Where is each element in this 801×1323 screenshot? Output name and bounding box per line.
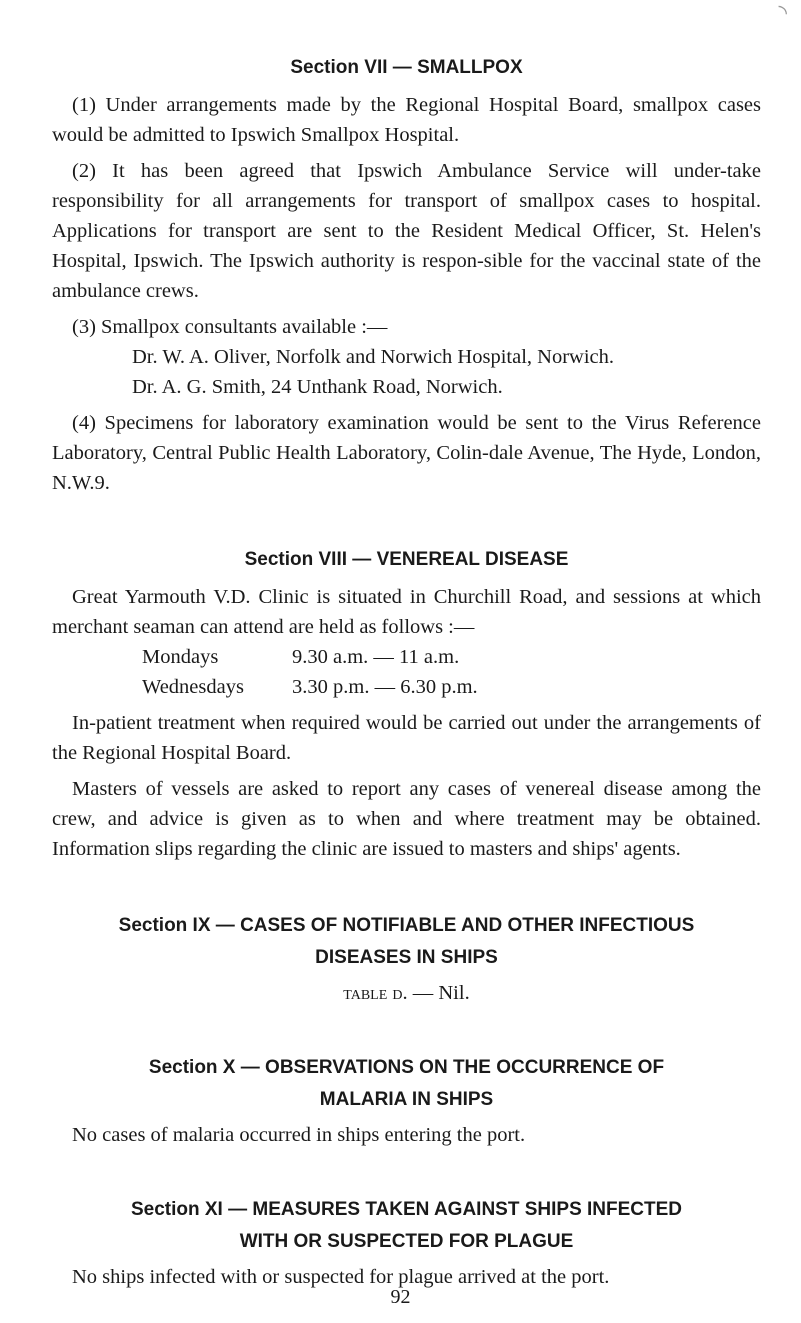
session-row bbox=[52, 642, 761, 672]
corner-mark-icon: ◝ bbox=[778, 0, 787, 25]
s7-paragraph-2: (2) It has been agreed that Ipswich Ambulance Service will under-take responsibility for all arrangements for transport of smallpox cases to hospital. Applications for transport are sent to the Resident Medical Officer, St. Helen's Hospital, Ipswich. The Ipswich authority is respon-sible for the vaccinal state of the ambulance crews. bbox=[52, 160, 761, 302]
section-9-heading-line-2: DISEASES IN SHIPS bbox=[315, 947, 498, 968]
section-8-heading: Section VIII — VENEREAL DISEASE bbox=[244, 549, 569, 570]
section-7-heading: Section VII — SMALLPOX bbox=[290, 57, 523, 78]
session-row bbox=[52, 672, 761, 702]
s11-paragraph-1: No ships infected with or suspected for plague arrived at the port. bbox=[72, 1266, 610, 1288]
section-11-heading-line-1: Section XI — MEASURES TAKEN AGAINST SHIPS INFECTED bbox=[130, 1199, 683, 1220]
s7-paragraph-4: (4) Specimens for laboratory examination would be sent to the Virus Reference Laboratory, Central Public Health Laboratory, Colin-dale Avenue, The Hyde, London, N.W.9. bbox=[52, 412, 761, 494]
s8-paragraph-3: Masters of vessels are asked to report any cases of venereal disease among the crew, and advice is given as to when and where treatment may be obtained. Information slips regarding the clinic are issued to masters and ships' agents. bbox=[52, 778, 761, 860]
session-time: 9.30 a.m. — 11 a.m. bbox=[292, 646, 460, 668]
session-day: Mondays bbox=[142, 646, 219, 668]
table-value: — Nil. bbox=[412, 982, 470, 1004]
section-11-heading-line-2: WITH OR SUSPECTED FOR PLAGUE bbox=[239, 1231, 574, 1252]
s8-paragraph-1: Great Yarmouth V.D. Clinic is situated in Churchill Road, and sessions at which merchant seaman can attend are held as follows :— bbox=[52, 586, 761, 638]
s7-paragraph-3: (3) Smallpox consultants available :— bbox=[72, 316, 388, 338]
s10-paragraph-1: No cases of malaria occurred in ships entering the port. bbox=[72, 1124, 526, 1146]
session-time: 3.30 p.m. — 6.30 p.m. bbox=[292, 676, 478, 698]
section-9-heading-line-1: Section IX — CASES OF NOTIFIABLE AND OTHER INFECTIOUS bbox=[118, 915, 695, 936]
table-label: table d. bbox=[343, 982, 408, 1004]
page-number: 92 bbox=[390, 1286, 411, 1308]
s7-consultant-1: Dr. W. A. Oliver, Norfolk and Norwich Hospital, Norwich. bbox=[132, 346, 615, 368]
session-day: Wednesdays bbox=[142, 676, 244, 698]
s7-consultant-2: Dr. A. G. Smith, 24 Unthank Road, Norwich. bbox=[132, 376, 503, 398]
section-10-heading-line-2: MALARIA IN SHIPS bbox=[319, 1089, 494, 1110]
table-d-label bbox=[52, 978, 761, 1008]
s8-paragraph-2: In-patient treatment when required would be carried out under the arrangements of the Regional Hospital Board. bbox=[52, 712, 761, 764]
section-10-heading-line-1: Section X — OBSERVATIONS ON THE OCCURRENCE OF bbox=[148, 1057, 665, 1078]
s7-paragraph-1: (1) Under arrangements made by the Regional Hospital Board, smallpox cases would be admitted to Ipswich Smallpox Hospital. bbox=[52, 94, 761, 146]
